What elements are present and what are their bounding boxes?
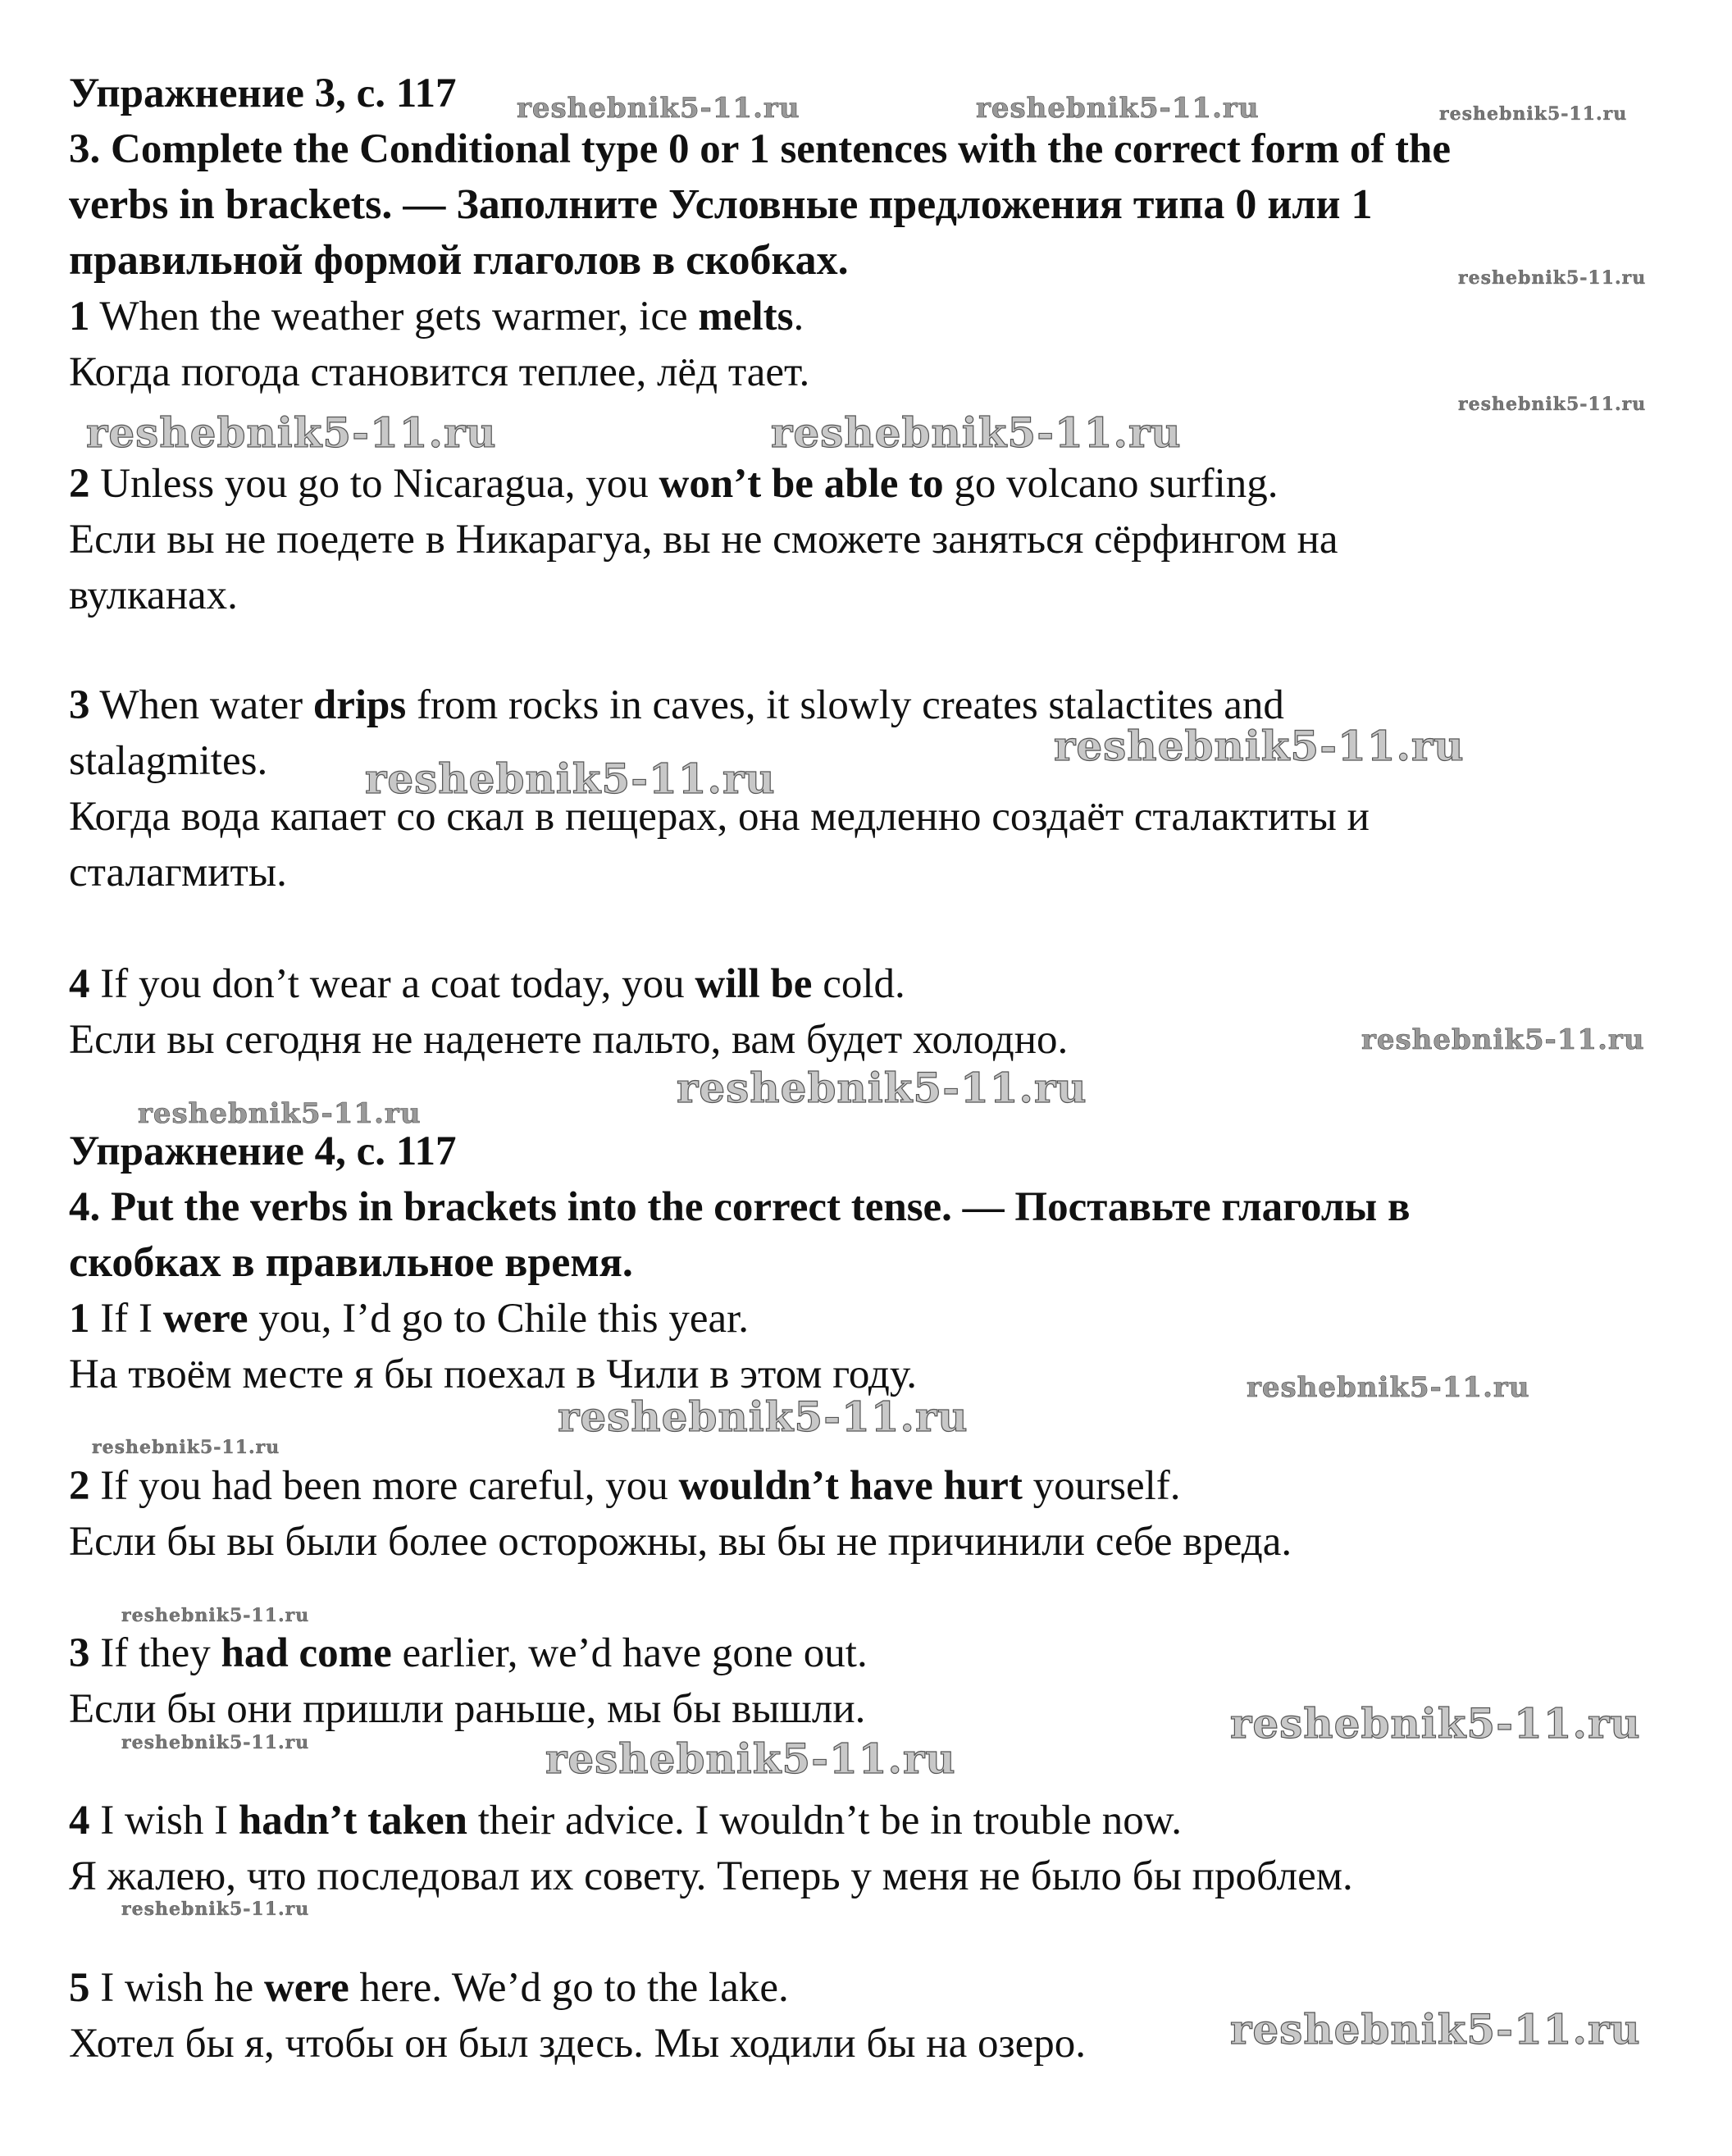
answer: were xyxy=(162,1296,248,1342)
answer: were xyxy=(263,1965,349,2011)
watermark: reshebnik5-11.ru xyxy=(517,92,800,125)
sentence-text: earlier, we’d have gone out. xyxy=(391,1630,868,1676)
sentence-text: you, I’d go to Chile this year. xyxy=(248,1296,750,1342)
watermark: reshebnik5-11.ru xyxy=(121,1605,310,1626)
watermark: reshebnik5-11.ru xyxy=(976,92,1260,125)
sentence-text: yourself. xyxy=(1022,1463,1181,1509)
item-number: 2 xyxy=(69,1463,90,1509)
answer: will be xyxy=(695,961,813,1007)
item-number: 5 xyxy=(69,1965,90,2011)
item-number: 4 xyxy=(69,1798,90,1844)
item-number: 3 xyxy=(69,682,90,728)
exercise-3-item-1 xyxy=(69,289,804,344)
exercise-3-item-1-translation: Когда погода становится теплее, лёд тает. xyxy=(69,349,810,395)
item-number: 1 xyxy=(69,294,90,340)
sentence-text: I wish he xyxy=(89,1965,264,2011)
exercise-4-item-2-translation: Если бы вы были более осторожны, вы бы не причинили себе вреда. xyxy=(69,1519,1292,1565)
exercise-3-task-line-2: verbs in brackets. — Заполните Условные предложения типа 0 или 1 xyxy=(69,181,1373,228)
exercise-4-item-4-translation: Я жалею, что последовал их совету. Теперь у меня не было бы проблем. xyxy=(69,1853,1353,1899)
watermark: reshebnik5-11.ru xyxy=(558,1393,969,1441)
watermark: reshebnik5-11.ru xyxy=(121,1898,310,1920)
exercise-4-item-2 xyxy=(69,1458,1181,1514)
exercise-3-item-4 xyxy=(69,956,905,1012)
exercise-4-item-1 xyxy=(69,1291,749,1347)
sentence-text: from rocks in caves, it slowly creates stalactites and xyxy=(406,682,1284,728)
exercise-4-item-1-translation: На твоём месте я бы поехал в Чили в этом году. xyxy=(69,1351,917,1397)
watermark: reshebnik5-11.ru xyxy=(86,408,497,457)
exercise-4-header: Упражнение 4, с. 117 xyxy=(69,1128,457,1174)
exercise-3-task-line-1: 3. Complete the Conditional type 0 or 1 sentences with the correct form of the xyxy=(69,126,1452,172)
sentence-text: their advice. I wouldn’t be in trouble now. xyxy=(467,1798,1183,1844)
sentence-text: Unless you go to Nicaragua, you xyxy=(89,461,659,507)
watermark: reshebnik5-11.ru xyxy=(1230,1699,1641,1748)
answer: won’t be able to xyxy=(659,461,944,507)
sentence-text: cold. xyxy=(812,961,905,1007)
exercise-3-item-3-cont: stalagmites. xyxy=(69,738,268,784)
watermark: reshebnik5-11.ru xyxy=(1230,2005,1641,2053)
sentence-text: If you don’t wear a coat today, you xyxy=(89,961,695,1007)
answer: drips xyxy=(312,682,407,728)
exercise-3-task-line-3: правильной формой глаголов в скобках. xyxy=(69,237,849,284)
exercise-3-item-2-translation: Если вы не поедете в Никарагуа, вы не сможете заняться сёрфингом на xyxy=(69,517,1338,563)
item-number: 4 xyxy=(69,961,90,1007)
exercise-3-item-2 xyxy=(69,456,1278,512)
sentence-text: If you had been more careful, you xyxy=(89,1463,679,1509)
sentence-text: I wish I xyxy=(89,1798,239,1844)
exercise-4-item-3-translation: Если бы они пришли раньше, мы бы вышли. xyxy=(69,1686,866,1732)
answer: had come xyxy=(221,1630,392,1676)
watermark: reshebnik5-11.ru xyxy=(771,408,1182,457)
exercise-4-item-3 xyxy=(69,1625,868,1681)
sentence-text: go volcano surfing. xyxy=(943,461,1278,507)
watermark: reshebnik5-11.ru xyxy=(121,1732,310,1753)
item-number: 2 xyxy=(69,461,90,507)
exercise-4-task-line-1: 4. Put the verbs in brackets into the correct tense. — Поставьте глаголы в xyxy=(69,1184,1411,1230)
watermark: reshebnik5-11.ru xyxy=(1458,267,1647,289)
answer: wouldn’t have hurt xyxy=(678,1463,1023,1509)
exercise-4-item-5-translation: Хотел бы я, чтобы он был здесь. Мы ходили бы на озеро. xyxy=(69,2021,1087,2067)
watermark: reshebnik5-11.ru xyxy=(92,1437,280,1458)
sentence-text: If I xyxy=(89,1296,163,1342)
watermark: reshebnik5-11.ru xyxy=(1439,103,1628,125)
exercise-3-item-2-translation-cont: вулканах. xyxy=(69,572,238,618)
answer: melts xyxy=(698,294,794,340)
answer: hadn’t taken xyxy=(238,1798,467,1844)
sentence-text: If they xyxy=(89,1630,221,1676)
exercise-3-item-3-translation-cont: сталагмиты. xyxy=(69,850,287,896)
exercise-4-task-line-2: скобках в правильное время. xyxy=(69,1239,633,1286)
exercise-3-item-4-translation: Если вы сегодня не наденете пальто, вам будет холодно. xyxy=(69,1017,1069,1063)
watermark: reshebnik5-11.ru xyxy=(138,1097,422,1130)
exercise-4-item-4 xyxy=(69,1793,1182,1848)
item-number: 3 xyxy=(69,1630,90,1676)
exercise-4-item-5 xyxy=(69,1960,789,2016)
watermark: reshebnik5-11.ru xyxy=(1361,1023,1645,1056)
watermark: reshebnik5-11.ru xyxy=(545,1734,956,1783)
exercise-3-header: Упражнение 3, с. 117 xyxy=(69,71,457,116)
watermark: reshebnik5-11.ru xyxy=(1247,1371,1530,1404)
watermark: reshebnik5-11.ru xyxy=(1054,722,1465,770)
watermark: reshebnik5-11.ru xyxy=(1458,394,1647,415)
watermark: reshebnik5-11.ru xyxy=(677,1064,1087,1112)
sentence-text: When the weather gets warmer, ice xyxy=(89,294,699,340)
watermark: reshebnik5-11.ru xyxy=(365,754,776,803)
sentence-text: here. We’d go to the lake. xyxy=(349,1965,789,2011)
exercise-3-item-3-translation: Когда вода капает со скал в пещерах, она медленно создаёт сталактиты и xyxy=(69,794,1370,840)
sentence-text: . xyxy=(793,294,804,340)
item-number: 1 xyxy=(69,1296,90,1342)
sentence-text: When water xyxy=(89,682,313,728)
